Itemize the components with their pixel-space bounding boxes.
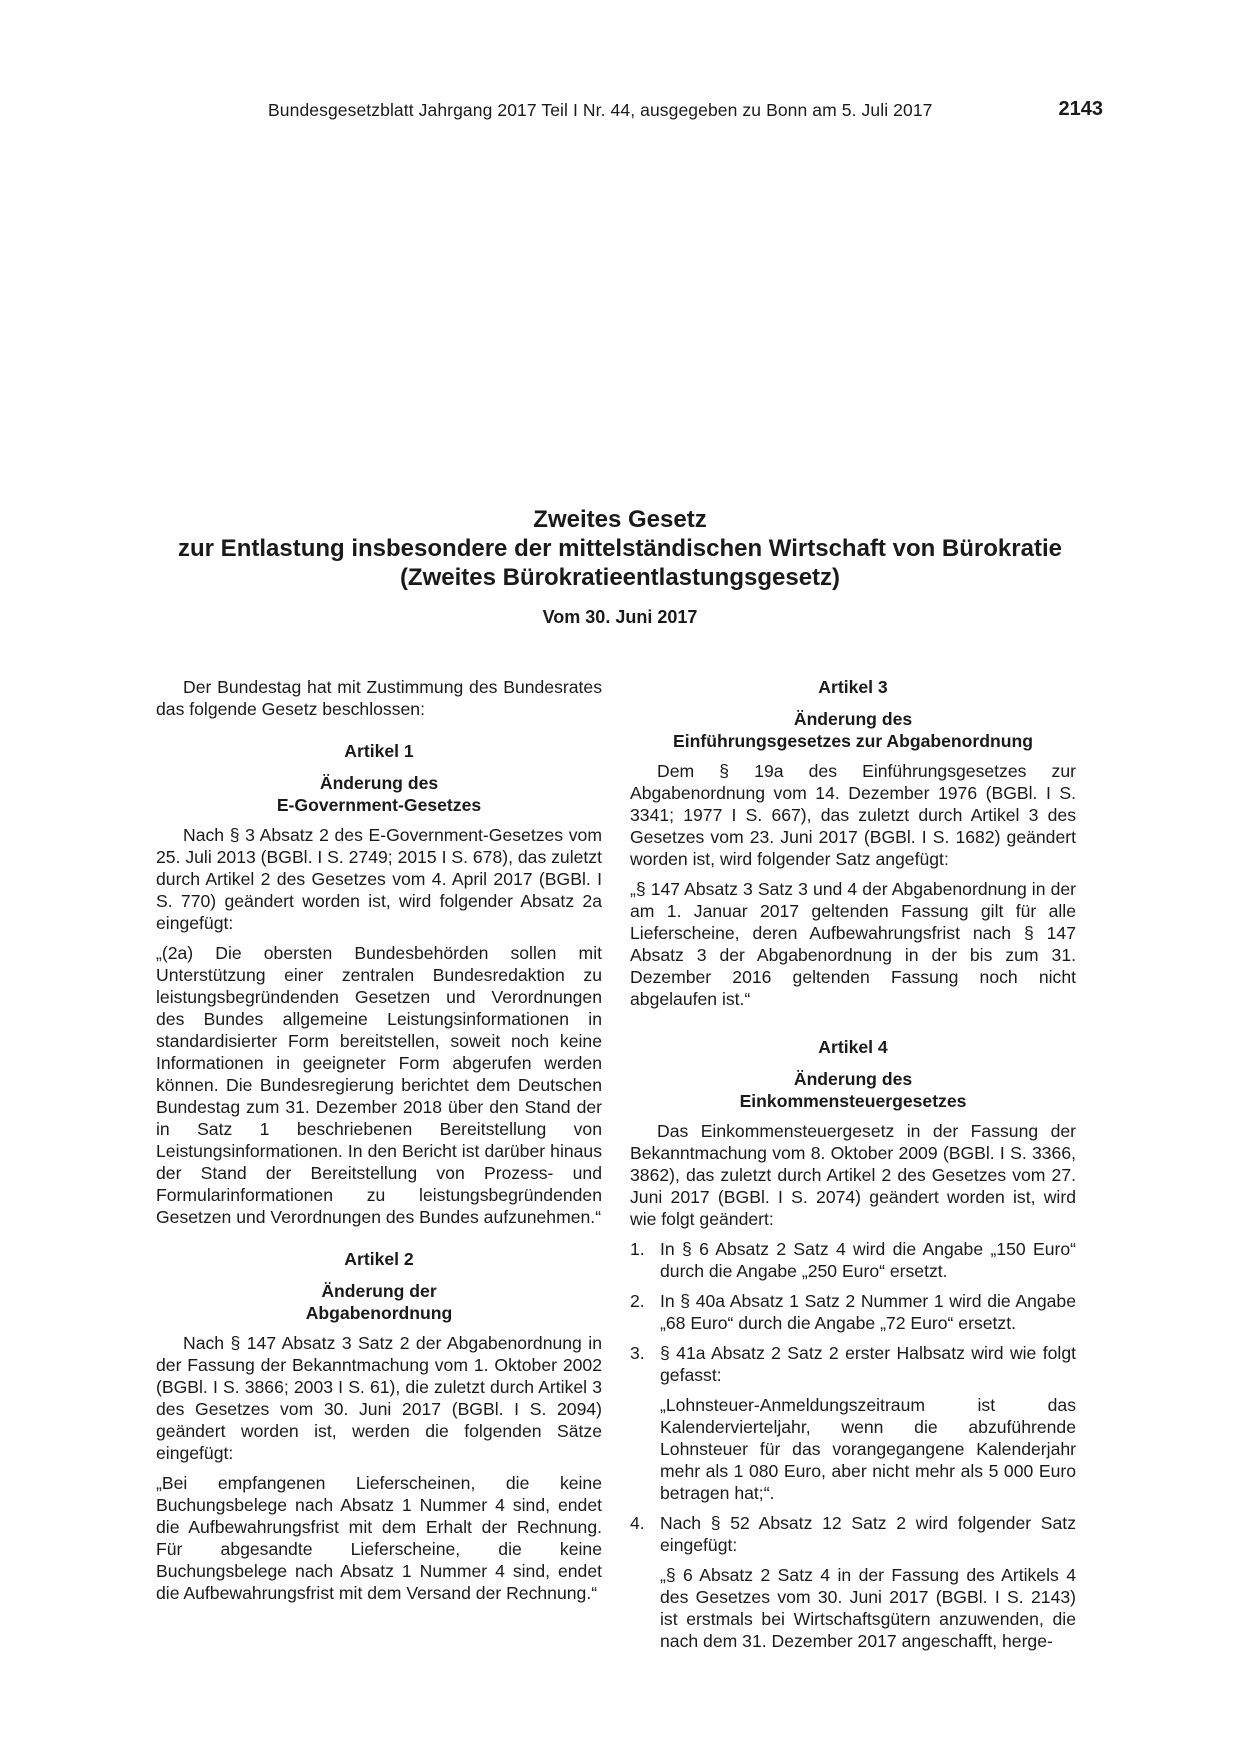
list-item-2-number: 2. xyxy=(630,1291,645,1311)
article-1-paragraph-1: Nach § 3 Absatz 2 des E-Government-Gesetzes vom 25. Juli 2013 (BGBl. I S. 2749; 2015 I S. 678), das zuletzt durch Artikel 2 des Gesetzes vom 4. April 2017 (BGBl. I S. 770) geändert worden ist, wird folgender Absatz 2a eingefügt: xyxy=(156,825,602,933)
article-2-paragraph-1: Nach § 147 Absatz 3 Satz 2 der Abgabenordnung in der Fassung der Bekanntmachung vom 1. Oktober 2002 (BGBl. I S. 3866; 2003 I S. 61), die zuletzt durch Artikel 3 des Gesetzes vom 30. Juni 2017 (BGBl. I S. 2094) geändert worden ist, werden die folgenden Sätze eingefügt: xyxy=(156,1333,602,1463)
list-item-4-text: Nach § 52 Absatz 12 Satz 2 wird folgender Satz eingefügt: xyxy=(660,1513,1076,1555)
header-text: Bundesgesetzblatt Jahrgang 2017 Teil I Nr. 44, ausgegeben zu Bonn am 5. Juli 2017 xyxy=(268,100,933,120)
article-3-paragraph-2: „§ 147 Absatz 3 Satz 3 und 4 der Abgabenordnung in der am 1. Januar 2017 geltenden Fassung gilt für alle Lieferscheine, deren Aufbewahrungsfrist nach § 147 Absatz 3 der Abgabenordnung in der bis zum 31. Dezember 2016 geltenden Fassung noch nicht abgelaufen ist.“ xyxy=(630,879,1076,1009)
article-1-title: Artikel 1 xyxy=(344,741,414,761)
article-1-subtitle-line-2: E-Government-Gesetzes xyxy=(276,795,482,815)
list-item-4 xyxy=(630,1512,1076,1556)
list-item-3-quote: „Lohnsteuer-Anmeldungszeitraum ist das Kalendervierteljahr, wenn die abzuführende Lohnsteuer für das vorangegangene Kalenderjahr mehr als 1 080 Euro, aber nicht mehr als 5 000 Euro betragen hat;“. xyxy=(660,1395,1076,1503)
list-item-1-number: 1. xyxy=(630,1239,645,1259)
title-line-2: zur Entlastung insbesondere der mittelständischen Wirtschaft von Bürokratie xyxy=(178,535,1062,562)
title-line-1: Zweites Gesetz xyxy=(533,506,707,533)
list-item-3-number: 3. xyxy=(630,1343,645,1363)
list-item-4-number: 4. xyxy=(630,1513,645,1533)
page-header xyxy=(268,100,1103,128)
law-date: Vom 30. Juni 2017 xyxy=(542,607,698,627)
article-4-subtitle-line-1: Änderung des xyxy=(793,1069,913,1089)
list-item-2-text: In § 40a Absatz 1 Satz 2 Nummer 1 wird die Angabe „68 Euro“ durch die Angabe „72 Euro“ ersetzt. xyxy=(660,1291,1076,1333)
article-1-paragraph-2: „(2a) Die obersten Bundesbehörden sollen mit Unterstützung einer zentralen Bundesredaktion zu leistungsbegründenden Gesetzen und Verordnungen des Bundes allgemeine Leistungsinformationen in standardisierter Form bereitstellen, soweit noch keine Informationen in geeigneter Form abgerufen werden können. Die Bundesregierung berichtet dem Deutschen Bundestag zum 31. Dezember 2018 über den Stand der in Satz 1 beschriebenen Bereitstellung von Leistungsinformationen. In den Bericht ist darüber hinaus der Stand der Bereitstellung von Prozess- und Formularinformationen zu leistungsbegründenden Gesetzen und Verordnungen des Bundes aufzunehmen.“ xyxy=(156,943,602,1227)
list-item-3-text: § 41a Absatz 2 Satz 2 erster Halbsatz wird wie folgt gefasst: xyxy=(660,1343,1076,1385)
article-2-paragraph-2: „Bei empfangenen Lieferscheinen, die keine Buchungsbelege nach Absatz 1 Nummer 4 sind, endet die Aufbewahrungsfrist mit dem Erhalt der Rechnung. Für abgesandte Lieferscheine, die keine Buchungsbelege nach Absatz 1 Nummer 4 sind, endet die Aufbewahrungsfrist mit dem Versand der Rechnung.“ xyxy=(156,1473,602,1603)
article-3-subtitle-line-2: Einführungsgesetzes zur Abgabenordnung xyxy=(672,731,1034,751)
law-title xyxy=(120,505,1120,592)
article-4-subtitle xyxy=(630,1068,1076,1112)
article-3-subtitle xyxy=(630,708,1076,752)
article-3-paragraph-1: Dem § 19a des Einführungsgesetzes zur Abgabenordnung vom 14. Dezember 1976 (BGBl. I S. 3341; 1977 I S. 667), das zuletzt durch Artikel 3 des Gesetzes vom 23. Juni 2017 (BGBl. I S. 1682) geändert worden ist, wird folgender Satz angefügt: xyxy=(630,761,1076,869)
article-2-title: Artikel 2 xyxy=(344,1249,414,1269)
list-item-4-quote: „§ 6 Absatz 2 Satz 4 in der Fassung des Artikels 4 des Gesetzes vom 30. Juni 2017 (BGBl. I S. 2143) ist erstmals bei Wirtschaftsgütern anzuwenden, die nach dem 31. Dezember 2017 angeschafft, herge- xyxy=(660,1565,1076,1651)
article-2-subtitle-line-2: Abgabenordnung xyxy=(305,1303,453,1323)
title-line-3: (Zweites Bürokratieentlastungsgesetz) xyxy=(399,564,841,591)
list-item-3 xyxy=(630,1342,1076,1386)
list-item-2 xyxy=(630,1290,1076,1334)
left-column xyxy=(156,676,602,1612)
article-3-title: Artikel 3 xyxy=(818,677,888,697)
article-1-subtitle xyxy=(156,772,602,816)
right-column xyxy=(630,676,1076,1660)
article-4-subtitle-line-2: Einkommensteuergesetzes xyxy=(739,1091,967,1111)
article-2-subtitle-line-1: Änderung der xyxy=(321,1281,437,1301)
article-3-subtitle-line-1: Änderung des xyxy=(793,709,913,729)
intro-paragraph: Der Bundestag hat mit Zustimmung des Bundesrates das folgende Gesetz beschlossen: xyxy=(156,677,602,719)
article-2-subtitle xyxy=(156,1280,602,1324)
article-1-subtitle-line-1: Änderung des xyxy=(319,773,439,793)
list-item-1-text: In § 6 Absatz 2 Satz 4 wird die Angabe „150 Euro“ durch die Angabe „250 Euro“ ersetzt. xyxy=(660,1239,1076,1281)
list-item-1 xyxy=(630,1238,1076,1282)
page-number: 2143 xyxy=(1058,98,1103,120)
article-4-paragraph-1: Das Einkommensteuergesetz in der Fassung der Bekanntmachung vom 8. Oktober 2009 (BGBl. I S. 3366, 3862), das zuletzt durch Artikel 2 des Gesetzes vom 27. Juni 2017 (BGBl. I S. 2074) geändert worden ist, wird wie folgt geändert: xyxy=(630,1121,1076,1229)
article-4-title: Artikel 4 xyxy=(818,1037,888,1057)
